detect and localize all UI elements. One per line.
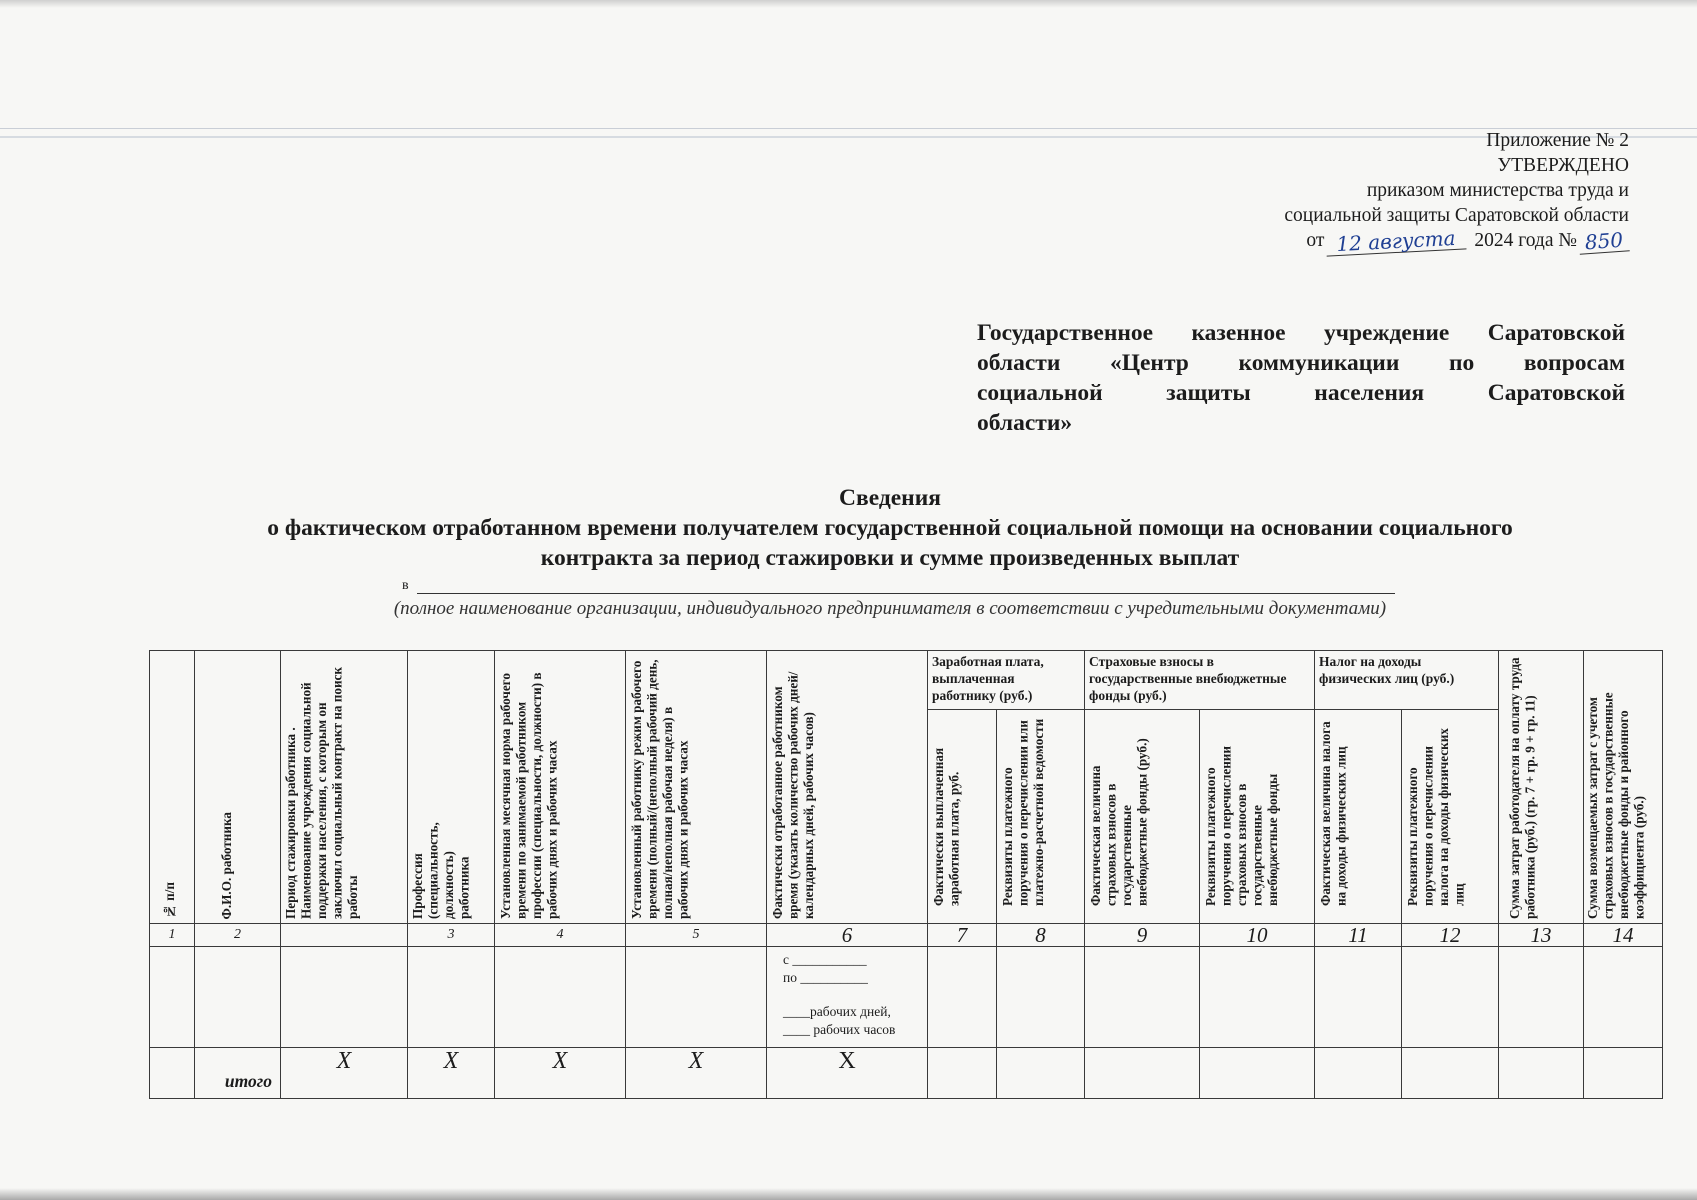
handwritten-date: 12 августа — [1326, 226, 1467, 256]
cell-empty[interactable] — [195, 947, 281, 1048]
cell-empty[interactable] — [1499, 947, 1584, 1048]
organization-name — [977, 318, 1625, 438]
period-to: по __________ — [783, 970, 868, 985]
col-header — [626, 651, 767, 924]
col-header — [195, 651, 281, 924]
scan-edge-top — [0, 0, 1697, 8]
col-header-label: Установленный работнику режим рабочего времени (полный/(неполный рабочий день, полная/неполная рабочая неделя) в рабочих днях и рабочих часах — [629, 659, 691, 919]
cell-empty[interactable] — [1402, 947, 1499, 1048]
group-header-salary: Заработная плата, выплаченная работнику (руб.) — [928, 651, 1085, 710]
cell-empty[interactable] — [1085, 1048, 1200, 1099]
subcol-header — [928, 710, 997, 924]
year-text: 2024 года № — [1474, 230, 1577, 251]
from-label: от — [1306, 230, 1325, 251]
column-number — [281, 924, 408, 947]
organization-fill-line — [402, 578, 1395, 594]
organization-line: социальной защиты населения Саратовской — [977, 380, 1625, 406]
table-row — [150, 947, 1663, 1048]
organization-line: Государственное казенное учреждение Саратовской — [977, 320, 1625, 346]
cell-empty[interactable] — [1085, 947, 1200, 1048]
approved-label: УТВЕРЖДЕНО — [1497, 155, 1629, 176]
appendix-number: Приложение № 2 — [1486, 130, 1629, 151]
total-row — [150, 1048, 1663, 1099]
col-header-label: Фактически отработанное работником время (указать количество рабочих дней/календарных дней, рабочих часов) — [770, 671, 816, 919]
subcol-header — [997, 710, 1085, 924]
total-x-mark: X — [495, 1048, 626, 1099]
approval-stamp-block — [1284, 128, 1629, 257]
col-header — [150, 651, 195, 924]
column-number: 1 — [150, 924, 195, 947]
cell-empty[interactable] — [997, 947, 1085, 1048]
cell-empty[interactable] — [1584, 1048, 1663, 1099]
period-cell[interactable] — [767, 947, 928, 1048]
column-number: 3 — [408, 924, 495, 947]
column-number: 11 — [1315, 924, 1402, 947]
cell-empty[interactable] — [1200, 1048, 1315, 1099]
cell-empty[interactable] — [928, 947, 997, 1048]
subcol-header-label: Реквизиты платежного поручения о перечислении налога на доходы физических лиц — [1405, 728, 1467, 907]
organization-fill-hint: (полное наименование организации, индивидуального предпринимателя в соответствии с учредительными документами) — [393, 598, 1387, 619]
period-days: ____рабочих дней, — [783, 1004, 891, 1019]
col-header-label: № п/п — [162, 881, 177, 919]
organization-line: области «Центр коммуникации по вопросам — [977, 350, 1625, 376]
col-header-label: Профессия (специальность, должность) работника — [410, 822, 472, 919]
subcol-header-label: Реквизиты платежного поручения о перечислении или платежно-расчетной ведомости — [1000, 719, 1046, 907]
subcol-header — [1315, 710, 1402, 924]
document-subtitle: о фактическом отработанном времени получателем государственной социальной помощи на основании социального — [267, 515, 1513, 541]
handwritten-order-number: 850 — [1578, 228, 1629, 254]
cell-empty[interactable] — [1200, 947, 1315, 1048]
total-x-mark: X — [626, 1048, 767, 1099]
subcol-header-label: Фактическая величина страховых взносов в государственные внебюджетные фонды (руб.) — [1088, 738, 1150, 907]
cell-empty[interactable] — [495, 947, 626, 1048]
cell-empty[interactable] — [281, 947, 408, 1048]
cell-empty — [150, 1048, 195, 1099]
total-x-mark: X — [767, 1048, 928, 1099]
col-header — [1584, 651, 1663, 924]
subcol-header — [1402, 710, 1499, 924]
col-header-label: Установленная месячная норма рабочего времени по занимаемой работником профессии (специальности, должности) в рабочих днях и рабочих часах — [498, 672, 560, 919]
scan-edge-bottom — [0, 1188, 1697, 1200]
subcol-header — [1200, 710, 1315, 924]
col-header — [767, 651, 928, 924]
period-hours: ____ рабочих часов — [783, 1022, 896, 1037]
group-header-insurance: Страховые взносы в государственные внебюджетные фонды (руб.) — [1085, 651, 1315, 710]
column-number: 12 — [1402, 924, 1499, 947]
col-header-label: Сумма возмещаемых затрат с учетом страховых взносов в государственные внебюджетные фонды и районного коэффициента (руб.) — [1585, 692, 1647, 919]
column-number: 8 — [997, 924, 1085, 947]
subcol-header-label: Фактически выплаченная заработная плата, руб. — [931, 748, 962, 907]
cell-empty[interactable] — [997, 1048, 1085, 1099]
column-number: 4 — [495, 924, 626, 947]
column-number: 10 — [1200, 924, 1315, 947]
data-table — [149, 650, 1663, 1099]
cell-empty[interactable] — [1315, 947, 1402, 1048]
column-number: 14 — [1584, 924, 1663, 947]
col-header — [281, 651, 408, 924]
cell-empty[interactable] — [1402, 1048, 1499, 1099]
col-header — [1499, 651, 1584, 924]
col-header-label: Сумма затрат работодателя на оплату труда работника (руб.) (гр. 7 + гр. 9 + гр. 11) — [1507, 657, 1538, 919]
column-number: 7 — [928, 924, 997, 947]
cell-empty[interactable] — [408, 947, 495, 1048]
order-date-line — [1284, 225, 1629, 257]
order-issuer: приказом министерства труда и — [1366, 180, 1629, 201]
column-number: 6 — [767, 924, 928, 947]
group-header-tax: Налог на доходы физических лиц (руб.) — [1315, 651, 1499, 710]
total-x-mark: X — [408, 1048, 495, 1099]
col-header-label: Период стажировки работника . Наименование учреждения социальной поддержки населения, с которым он заключил социальный контракт на поиск работы — [283, 667, 360, 919]
column-number: 13 — [1499, 924, 1584, 947]
col-header — [495, 651, 626, 924]
header-row — [150, 651, 1663, 710]
document-subtitle-cont: контракта за период стажировки и сумме произведенных выплат — [540, 545, 1240, 571]
order-issuer-cont: социальной защиты Саратовской области — [1284, 205, 1629, 226]
period-from: с ___________ — [783, 952, 867, 967]
in-label: в — [402, 578, 409, 593]
organization-blank — [417, 579, 1395, 594]
column-number: 9 — [1085, 924, 1200, 947]
col-header — [408, 651, 495, 924]
total-x-mark: X — [281, 1048, 408, 1099]
document-title-block — [150, 483, 1630, 573]
column-number: 5 — [626, 924, 767, 947]
cell-empty[interactable] — [1584, 947, 1663, 1048]
cell-empty[interactable] — [1499, 1048, 1584, 1099]
organization-line: области» — [977, 410, 1073, 436]
cell-empty[interactable] — [928, 1048, 997, 1099]
subcol-header-label: Фактическая величина налога на доходы физических лиц — [1318, 721, 1349, 907]
subcol-header — [1085, 710, 1200, 924]
cell-empty[interactable] — [150, 947, 195, 1048]
col-header-label: Ф.И.О. работника — [219, 811, 234, 919]
cell-empty[interactable] — [1315, 1048, 1402, 1099]
column-number-row — [150, 924, 1663, 947]
total-label: итого — [195, 1048, 281, 1099]
cell-empty[interactable] — [626, 947, 767, 1048]
document-title: Сведения — [839, 485, 941, 511]
subcol-header-label: Реквизиты платежного поручения о перечислении страховых взносов в государственные внебюджетные фонды — [1203, 746, 1280, 907]
column-number: 2 — [195, 924, 281, 947]
